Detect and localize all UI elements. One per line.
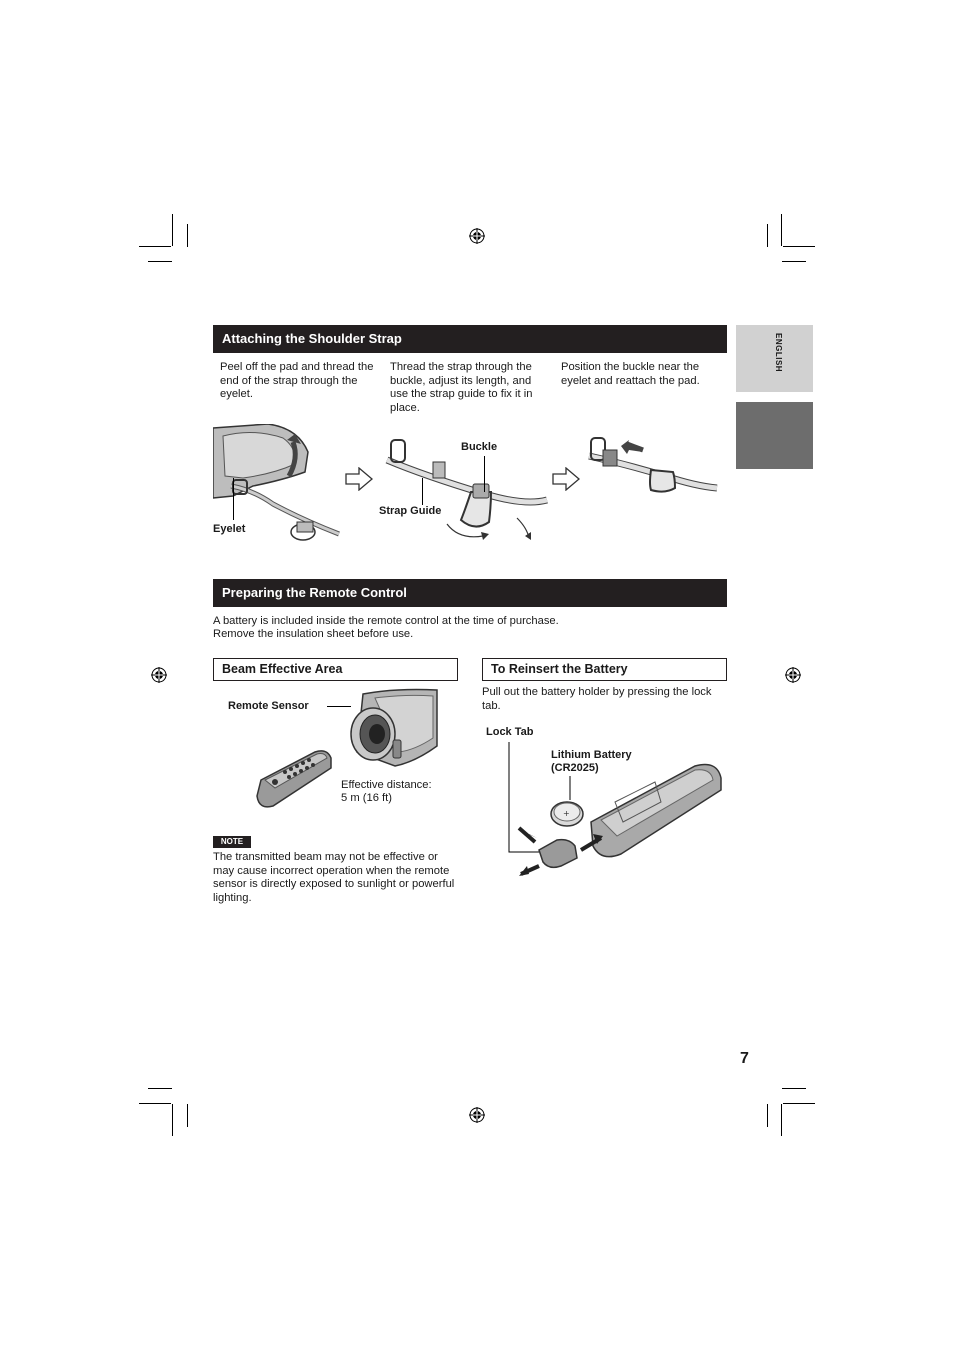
note-badge: NOTE [213,836,251,848]
buckle-leader-line [484,456,485,492]
remote-sensor-label: Remote Sensor [228,700,309,712]
strap-step-3: Position the buckle near the eyelet and reattach the pad. [561,361,700,387]
battery-instruction: Pull out the battery holder by pressing the lock tab. [482,686,712,712]
lock-tab-label: Lock Tab [486,726,534,738]
registration-mark-icon [469,1107,485,1123]
effective-distance-line1: Effective distance: [341,779,432,791]
strap-guide-label: Strap Guide [379,505,442,517]
remote-section-title: Preparing the Remote Control [213,579,727,607]
language-tab [736,325,813,392]
strap-step-2: Thread the strap through the buckle, adjust its length, and use the strap guide to fix it in place. [390,361,533,414]
battery-replacement-illustration [505,742,727,882]
svg-text:+: + [563,809,570,818]
registration-mark-icon [785,667,801,683]
eyelet-leader-line [233,478,234,520]
note-text: The transmitted beam may not be effective or may cause incorrect operation when the remote sensor is directly exposed to sunlight or powerful lighting. [213,851,455,904]
remote-intro-line2: Remove the insulation sheet before use. [213,628,414,640]
reinsert-battery-title: To Reinsert the Battery [482,658,727,681]
effective-distance-line2: 5 m (16 ft) [341,792,392,804]
page-number: 7 [740,1050,749,1067]
remote-intro-line1: A battery is included inside the remote control at the time of purchase. [213,615,559,627]
eyelet-label: Eyelet [213,523,246,535]
language-label: ENGLISH [774,333,783,373]
battery-label-line1: Lithium Battery [551,749,632,761]
registration-mark-icon [151,667,167,683]
section-tab [736,402,813,469]
strap-section-title: Attaching the Shoulder Strap [213,325,727,353]
strap-step3-illustration [585,432,720,512]
strap-guide-leader-line [422,478,423,505]
arrow-right-icon [552,467,580,491]
battery-label-line2: (CR2025) [551,762,599,774]
camcorder-illustration [345,688,440,778]
registration-mark-icon [469,228,485,244]
arrow-right-icon [345,467,373,491]
beam-area-title: Beam Effective Area [213,658,458,681]
strap-step-1: Peel off the pad and thread the end of the strap through the eyelet. [220,361,374,401]
buckle-label: Buckle [461,441,498,453]
remote-control-illustration [255,750,335,812]
